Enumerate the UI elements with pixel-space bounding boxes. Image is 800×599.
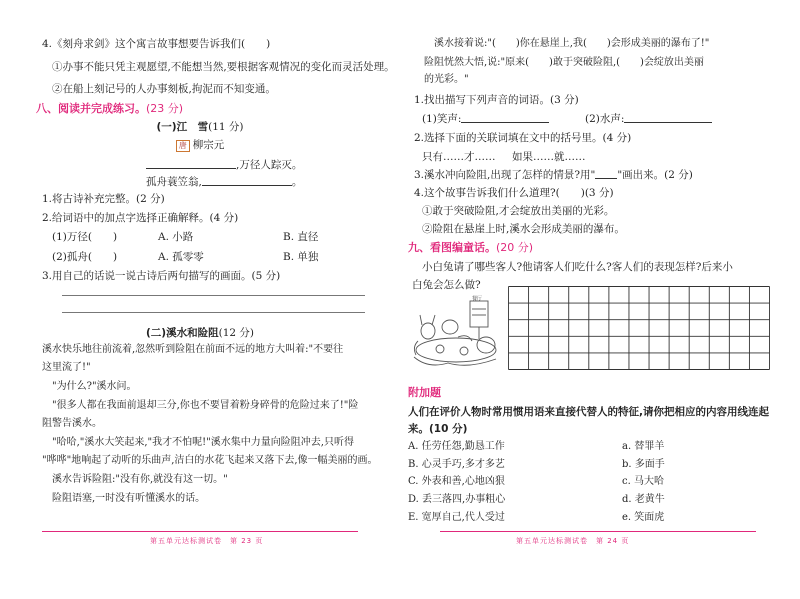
story-paragraph-3b: 阻警告溪水。 [42, 418, 102, 429]
q1-laughter [422, 112, 549, 126]
q4r-option-2: ②险阻在悬崖上时,溪水会形成美丽的瀑布。 [422, 223, 625, 235]
writing-grid[interactable] [508, 286, 770, 370]
story-paragraph-3a: "很多人都在我面前退却三分,你也不要冒着粉身碎骨的危险过来了!"险 [52, 400, 359, 411]
story-paragraph-5: 溪水告诉险阻:"没有你,就没有这一切。" [52, 474, 228, 485]
match-right-d[interactable]: d. 老黄牛 [622, 494, 665, 505]
poem-score: (11 分) [208, 121, 244, 133]
story-paragraph-4b: "哗哗"地响起了动听的乐曲声,洁白的水花飞起来又落下去,像一幅美丽的画。 [42, 455, 378, 466]
bonus-title: 附加题 [408, 386, 441, 399]
footer-rule [42, 531, 358, 532]
page-footer-23: 第五单元达标测试卷 第 23 页 [150, 537, 264, 545]
match-left-a[interactable]: A. 任劳任怨,勤恳工作 [408, 441, 505, 452]
story-continue-1: 溪水接着说:"( )你在悬崖上,我( )会形成美丽的瀑布了!" [434, 38, 710, 49]
story-score: (12 分) [218, 327, 254, 339]
story-paragraph-6: 险阻语塞,一时没有听懂溪水的话。 [52, 493, 206, 504]
q2-row1-option-a: A. 小路 [158, 231, 194, 243]
section-8-score: (23 分) [146, 102, 184, 115]
match-right-b[interactable]: b. 多面手 [622, 459, 665, 470]
q1-water [585, 112, 712, 126]
poem-blank-1[interactable] [146, 158, 236, 169]
poem-heading: (一)江 雪 [156, 121, 209, 133]
poem-heading-line [0, 120, 400, 134]
dynasty-tag: 唐 [176, 140, 190, 152]
q4-option-1: ①办事不能只凭主观愿望,不能想当然,要根据客观情况的变化而灵活处理。 [52, 61, 395, 73]
section-9-heading [408, 241, 533, 255]
q2-row1-option-b: B. 直径 [283, 231, 319, 243]
story-question-2: 2.选择下面的关联词填在文中的括号里。(4 分) [414, 132, 632, 144]
q1-laughter-label: (1)笑声: [422, 113, 462, 125]
poem-line-2-text: 孤舟蓑笠翁, [146, 176, 202, 188]
story-heading: (二)溪水和险阻 [145, 327, 219, 339]
match-left-e[interactable]: E. 宽厚自己,代人受过 [408, 512, 505, 523]
q1-water-label: (2)水声: [585, 113, 625, 125]
poem-question-1: 1.将古诗补充完整。(2 分) [42, 193, 165, 205]
table [416, 338, 496, 362]
story-paragraph-4a: "哈哈,"溪水大笑起来,"我才不怕呢!"溪水集中力量向险阻冲去,只听得 [52, 437, 354, 448]
q2-row1-item: (1)万径( ) [52, 231, 118, 243]
poem-question-3: 3.用自己的话说一说古诗后两句描写的画面。(5 分) [42, 270, 281, 282]
story-continue-2b: 的光彩。" [424, 74, 469, 85]
section-9-title: 九、看图编童话。 [408, 241, 496, 254]
section-9-score: (20 分) [496, 241, 534, 254]
section-9-prompt-1: 小白兔请了哪些客人?他请客人们吃什么?客人们的表现怎样?后来小 [422, 261, 733, 273]
story-continue-2a: 险阻恍然大悟,说:"原来( )敢于突破险阻,( )会绽放出美丽 [424, 57, 704, 68]
story-heading-line [0, 326, 400, 340]
poem-blank-2[interactable] [202, 175, 292, 186]
bonus-prompt-1: 人们在评价人物时常用惯用语来直接代替人的特征,请你把相应的内容用线连起 [408, 406, 769, 418]
question-4: 4.《刻舟求剑》这个寓言故事想要告诉我们( ) [42, 38, 271, 50]
bonus-prompt-2-text: 来。(10 分) [408, 423, 468, 435]
story-paragraph-2: "为什么?"溪水问。 [52, 381, 137, 392]
match-left-b[interactable]: B. 心灵手巧,多才多艺 [408, 459, 505, 470]
underline-sample [595, 168, 617, 179]
guest-head-2 [442, 320, 458, 334]
rabbit-party-illustration [408, 295, 504, 371]
q4-option-2: ②在船上刻记号的人办事刻板,拘泥而不知变通。 [52, 83, 276, 95]
sign-label: 餐厅 [472, 296, 483, 302]
q2-row2-item: (2)孤舟( ) [52, 251, 118, 263]
q3-text-end: "画出来。(2 分) [617, 169, 693, 181]
section-8-title: 八、阅读并完成练习。 [36, 102, 146, 115]
story-question-4: 4.这个故事告诉我们什么道理?( )(3 分) [414, 187, 614, 199]
laughter-blank[interactable] [461, 112, 549, 123]
water-blank[interactable] [624, 112, 712, 123]
poem-line-1-text: ,万径人踪灭。 [236, 159, 303, 171]
story-question-1: 1.找出描写下列声音的词语。(3 分) [414, 94, 579, 106]
match-right-e[interactable]: e. 笑面虎 [622, 512, 665, 523]
match-left-c[interactable]: C. 外表和善,心地凶狠 [408, 476, 505, 487]
bonus-prompt-2 [408, 422, 467, 436]
conjunction-option-1: 只有……才…… [422, 151, 496, 163]
answer-line-2[interactable] [62, 312, 365, 313]
conjunction-option-2: 如果……就…… [512, 151, 586, 163]
footer-rule-right [440, 531, 756, 532]
restaurant-sign [470, 301, 488, 327]
q2-row2-option-b: B. 单独 [283, 251, 319, 263]
guest-head-1 [421, 323, 435, 339]
story-paragraph-1a: 溪水快乐地往前流着,忽然听到险阻在前面不远的地方大叫着:"不要往 [42, 344, 344, 355]
poem-author: 柳宗元 [192, 139, 225, 151]
poem-question-2: 2.给词语中的加点字选择正确解释。(4 分) [42, 212, 239, 224]
section-9-prompt-2: 白兔会怎么做? [412, 279, 481, 291]
answer-line-1[interactable] [62, 295, 365, 296]
story-question-3 [414, 168, 693, 182]
story-paragraph-1b: 这里流了!" [42, 362, 91, 373]
page-footer-24: 第五单元达标测试卷 第 24 页 [516, 537, 630, 545]
section-8-heading [36, 102, 183, 116]
poem-line-2 [146, 175, 302, 189]
q4r-option-1: ①敢于突破险阻,才会绽放出美丽的光彩。 [422, 205, 615, 217]
poem-line-2-end: 。 [291, 176, 303, 188]
rabbit-ears [420, 315, 435, 325]
poem-author-line [0, 138, 400, 152]
q2-row2-option-a: A. 孤零零 [158, 251, 204, 263]
poem-line-1 [146, 158, 302, 172]
match-right-a[interactable]: a. 替罪羊 [622, 441, 665, 452]
match-right-c[interactable]: c. 马大哈 [622, 476, 664, 487]
q3-text: 3.溪水冲向险阻,出现了怎样的情景?用" [414, 169, 596, 181]
match-left-d[interactable]: D. 丢三落四,办事粗心 [408, 494, 506, 505]
